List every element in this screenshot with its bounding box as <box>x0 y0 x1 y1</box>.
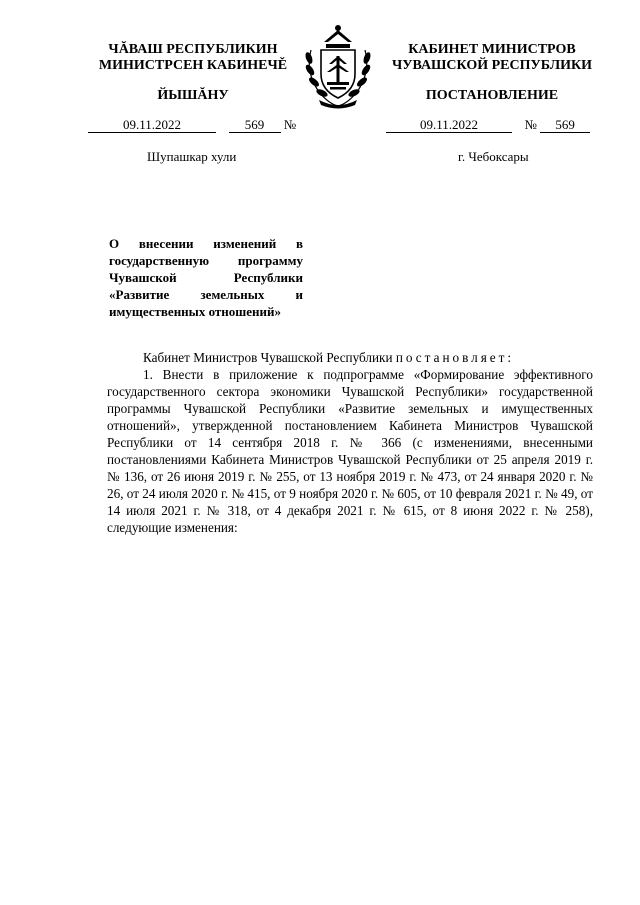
header-left-line1: ЧĂВАШ РЕСПУБЛИКИН <box>108 42 278 57</box>
date-left: 09.11.2022 <box>88 117 216 133</box>
body-item-1: 1. Внести в приложение к подпрограмме «Формирование эффективного государственного сектора экономики Чувашской Республики» государственной программы Чувашской Республики «Развитие земельных и имущественных отношений», утвержденной постановлением Кабинета Министров Чувашской Республики от 14 сентября 2018 г. № 366 (с изменениями, внесенными постановлениями Кабинета Министров Чувашской Республики от 25 апреля 2019 г. № 136, от 26 июня 2019 г. № 255, от 13 ноября 2019 г. № 473, от 24 января 2020 г. № 26, от 24 июля 2020 г. № 415, от 9 ноября 2020 г. № 605, от 10 февраля 2021 г. № 49, от 14 июля 2021 г. № 318, от 4 декабря 2021 г. № 615, от 8 июня 2022 г. № 258), следующие изменения: <box>107 367 593 535</box>
doc-type-right: ПОСТАНОВЛЕНИЕ <box>425 88 559 103</box>
number-right: 569 <box>540 117 590 133</box>
chuvash-coat-of-arms-icon <box>299 20 377 112</box>
date-number-row-left <box>88 117 296 133</box>
place-right: г. Чебоксары <box>458 149 529 164</box>
header-right-line2: ЧУВАШСКОЙ РЕСПУБЛИКИ <box>391 58 593 73</box>
doc-type-left: ЙЫШĂНУ <box>157 88 229 103</box>
number-sign-right: № <box>524 117 537 132</box>
place-left: Шупашкар хули <box>147 149 237 164</box>
number-left: 569 <box>229 117 281 133</box>
body-intro-verb: постановляет: <box>395 350 515 365</box>
document-subject: О внесении изменений в государственную программу Чувашской Республики «Развитие земельных и имущественных отношений» <box>109 236 303 319</box>
header-left-chuvash <box>82 42 304 74</box>
header-left-line2: МИНИСТРСЕН КАБИНЕЧĚ <box>98 58 288 73</box>
document-body <box>107 349 593 536</box>
header-right-line1: КАБИНЕТ МИНИСТРОВ <box>408 42 576 57</box>
date-number-row-right <box>386 117 590 133</box>
body-intro-lead: Кабинет Министров Чувашской Республики <box>143 350 393 365</box>
date-right: 09.11.2022 <box>386 117 512 133</box>
body-intro <box>107 349 593 366</box>
header-right-russian <box>380 42 604 74</box>
number-sign-left: № <box>283 117 297 132</box>
